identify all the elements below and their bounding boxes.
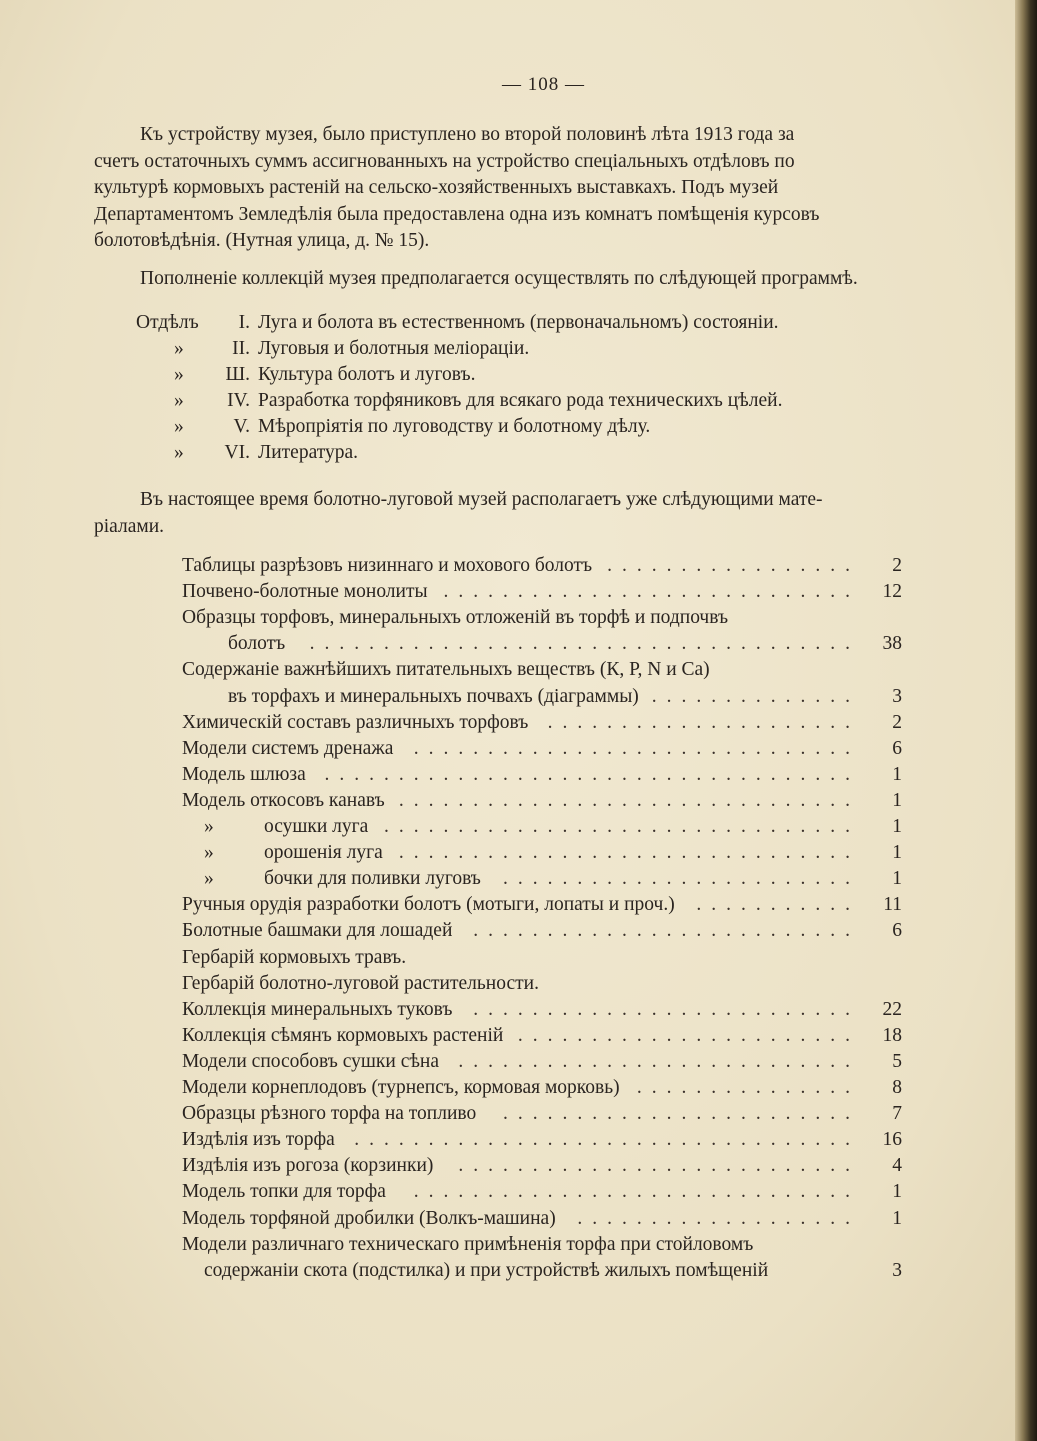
leader-dots: .............. — [651, 686, 860, 707]
program-line: Пополненіе коллекцій музея предполагается осуществлять по слѣдующей программѣ. — [140, 268, 858, 289]
department-title: Литература. — [258, 442, 359, 463]
material-name: Гербарій болотно-луговой растительности. — [182, 973, 539, 994]
department-label: » — [174, 416, 184, 437]
department-row — [136, 338, 936, 364]
material-row — [182, 1258, 902, 1284]
department-numeral: VI. — [224, 442, 250, 463]
ditto-mark: » — [204, 842, 214, 863]
material-name: Образцы рѣзного торфа на топливо — [182, 1103, 477, 1124]
department-title: Мѣропріятія по луговодству и болотному дѣлу. — [258, 416, 651, 437]
material-name: Болотные башмаки для лошадей — [182, 920, 453, 941]
department-numeral: IV. — [227, 390, 250, 411]
leader-dots: ........................ — [503, 1103, 860, 1124]
leader-dots: ............................... — [398, 790, 860, 811]
leader-dots: .............................. — [413, 1181, 860, 1202]
program-paragraph — [94, 266, 990, 293]
material-row — [182, 918, 902, 944]
department-label: » — [174, 442, 184, 463]
material-row — [182, 1101, 902, 1127]
material-name: Коллекція минеральныхъ туковъ — [182, 999, 453, 1020]
material-quantity: 12 — [882, 581, 902, 602]
leader-dots: ............................... — [398, 842, 860, 863]
department-numeral: V. — [233, 416, 250, 437]
material-quantity: 1 — [892, 868, 902, 889]
leader-dots: ............... — [636, 1077, 860, 1098]
material-name: Издѣлія изъ торфа — [182, 1129, 335, 1150]
material-name: Модели различнаго техническаго примѣненія торфа при стойловомъ — [182, 1234, 754, 1255]
leader-dots: .................................... — [324, 764, 860, 785]
department-label: » — [174, 364, 184, 385]
material-name: Коллекція сѣмянъ кормовыхъ растеній — [182, 1025, 504, 1046]
material-row — [182, 1232, 902, 1258]
intro-line: Къ устройству музея, было приступлено во второй половинѣ лѣта 1913 года за — [140, 124, 795, 145]
material-quantity: 1 — [892, 842, 902, 863]
department-title: Культура болотъ и луговъ. — [258, 364, 476, 385]
material-row — [182, 1023, 902, 1049]
department-title: Разработка торфяниковъ для всякаго рода техническихъ цѣлей. — [258, 390, 783, 411]
material-quantity: 8 — [892, 1077, 902, 1098]
leader-dots: ..................... — [547, 712, 860, 733]
material-row — [182, 579, 902, 605]
department-row — [136, 390, 936, 416]
department-row — [136, 442, 936, 468]
material-name: бочки для поливки луговъ — [264, 868, 481, 889]
material-name: Ручныя орудія разработки болотъ (мотыги, лопаты и проч.) — [182, 894, 675, 915]
material-name: болотъ — [228, 633, 286, 654]
material-row — [182, 736, 902, 762]
material-name: Гербарій кормовыхъ травъ. — [182, 947, 407, 968]
leader-dots: .............................. — [413, 738, 860, 759]
ditto-mark: » — [204, 816, 214, 837]
leader-dots: ................... — [577, 1208, 860, 1229]
material-row — [182, 1153, 902, 1179]
material-quantity: 6 — [892, 920, 902, 941]
material-row — [182, 788, 902, 814]
material-quantity: 1 — [892, 790, 902, 811]
department-numeral: Ш. — [225, 364, 250, 385]
material-quantity: 2 — [892, 555, 902, 576]
material-name: осушки луга — [264, 816, 369, 837]
leader-dots: ........................... — [458, 1051, 860, 1072]
material-row — [182, 1179, 902, 1205]
material-name: орошенія луга — [264, 842, 383, 863]
material-name: Модели корнеплодовъ (турнепсъ, кормовая морковь) — [182, 1077, 620, 1098]
leader-dots: .......................... — [473, 999, 860, 1020]
material-quantity: 11 — [883, 894, 902, 915]
material-name: въ торфахъ и минеральныхъ почвахъ (діаграммы) — [228, 686, 639, 707]
material-row — [182, 631, 902, 657]
leader-dots: .......................... — [473, 920, 860, 941]
department-title: Луга и болота въ естественномъ (первоначальномъ) состояніи. — [258, 312, 779, 333]
material-name: Таблицы разрѣзовъ низиннаго и мохового болотъ — [182, 555, 593, 576]
material-row — [182, 684, 902, 710]
material-row — [182, 840, 902, 866]
material-name: Модель шлюза — [182, 764, 306, 785]
material-quantity: 6 — [892, 738, 902, 759]
book-spine-shadow — [1015, 0, 1037, 1441]
material-row — [182, 762, 902, 788]
material-quantity: 3 — [892, 1260, 902, 1281]
material-row — [182, 945, 902, 971]
material-name: Издѣлія изъ рогоза (корзинки) — [182, 1155, 434, 1176]
department-numeral: I. — [238, 312, 250, 333]
material-row — [182, 657, 902, 683]
department-title: Луговыя и болотныя меліораціи. — [258, 338, 530, 359]
material-name: Модель торфяной дробилки (Волкъ-машина) — [182, 1208, 556, 1229]
department-row — [136, 312, 936, 338]
department-label: » — [174, 390, 184, 411]
material-name: Модель топки для торфа — [182, 1181, 386, 1202]
intro-line: болотовѣдѣнія. (Нутная улица, д. № 15). — [94, 230, 430, 251]
material-quantity: 22 — [882, 999, 902, 1020]
material-row — [182, 1075, 902, 1101]
material-row — [182, 1206, 902, 1232]
material-row — [182, 997, 902, 1023]
material-quantity: 1 — [892, 764, 902, 785]
material-quantity: 5 — [892, 1051, 902, 1072]
material-name: Химическій составъ различныхъ торфовъ — [182, 712, 529, 733]
material-row — [182, 971, 902, 997]
leader-dots: ........................ — [503, 868, 860, 889]
material-row — [182, 605, 902, 631]
material-quantity: 16 — [882, 1129, 902, 1150]
material-row — [182, 710, 902, 736]
material-row — [182, 1049, 902, 1075]
material-name: Образцы торфовъ, минеральныхъ отложеній въ торфѣ и подпочвъ — [182, 607, 729, 628]
material-name: Модели способовъ сушки сѣна — [182, 1051, 440, 1072]
material-quantity: 7 — [892, 1103, 902, 1124]
leader-dots: ....................... — [517, 1025, 860, 1046]
material-name: Содержаніе важнѣйшихъ питательныхъ веществъ (К, Р, N и Са) — [182, 659, 710, 680]
intro-line: культурѣ кормовыхъ растеній на сельско-хозяйственныхъ выставкахъ. Подъ музей — [94, 177, 779, 198]
material-name: Почвено-болотные монолиты — [182, 581, 428, 602]
material-name: содержаніи скота (подстилка) и при устройствѣ жилыхъ помѣщеній — [204, 1260, 769, 1281]
leader-dots: ..................................... — [309, 633, 860, 654]
material-quantity: 3 — [892, 686, 902, 707]
material-quantity: 1 — [892, 816, 902, 837]
leader-dots: ............................ — [443, 581, 860, 602]
page-number: — 108 — — [502, 74, 585, 95]
intro-line: Департаментомъ Земледѣлія была предоставлена одна изъ комнатъ помѣщенія курсовъ — [94, 203, 820, 225]
leader-dots: ........... — [696, 894, 860, 915]
department-label: Отдѣлъ — [136, 312, 199, 333]
materials-line: ріалами. — [94, 515, 165, 537]
leader-dots: ................................ — [384, 816, 860, 837]
intro-line: счетъ остаточныхъ суммъ ассигнованныхъ на устройство спеціальныхъ отдѣловъ по — [94, 150, 795, 172]
material-quantity: 1 — [892, 1208, 902, 1229]
material-name: Модель откосовъ канавъ — [182, 790, 385, 811]
material-quantity: 4 — [892, 1155, 902, 1176]
material-row — [182, 1127, 902, 1153]
material-quantity: 2 — [892, 712, 902, 733]
material-quantity: 1 — [892, 1181, 902, 1202]
material-row — [182, 892, 902, 918]
leader-dots: ........................... — [458, 1155, 860, 1176]
department-label: » — [174, 338, 184, 359]
material-row — [182, 553, 902, 579]
material-quantity: 38 — [882, 633, 902, 654]
materials-line: Въ настоящее время болотно-луговой музей располагаетъ уже слѣдующими мате- — [140, 489, 823, 510]
department-row — [136, 416, 936, 442]
materials-paragraph — [94, 487, 990, 540]
material-quantity: 18 — [882, 1025, 902, 1046]
leader-dots: ................. — [607, 555, 860, 576]
ditto-mark: » — [204, 868, 214, 889]
department-row — [136, 364, 936, 390]
material-row — [182, 866, 902, 892]
department-numeral: II. — [232, 338, 250, 359]
leader-dots: .................................. — [354, 1129, 860, 1150]
intro-paragraph — [94, 122, 990, 255]
material-name: Модели системъ дренажа — [182, 738, 394, 759]
material-row — [182, 814, 902, 840]
